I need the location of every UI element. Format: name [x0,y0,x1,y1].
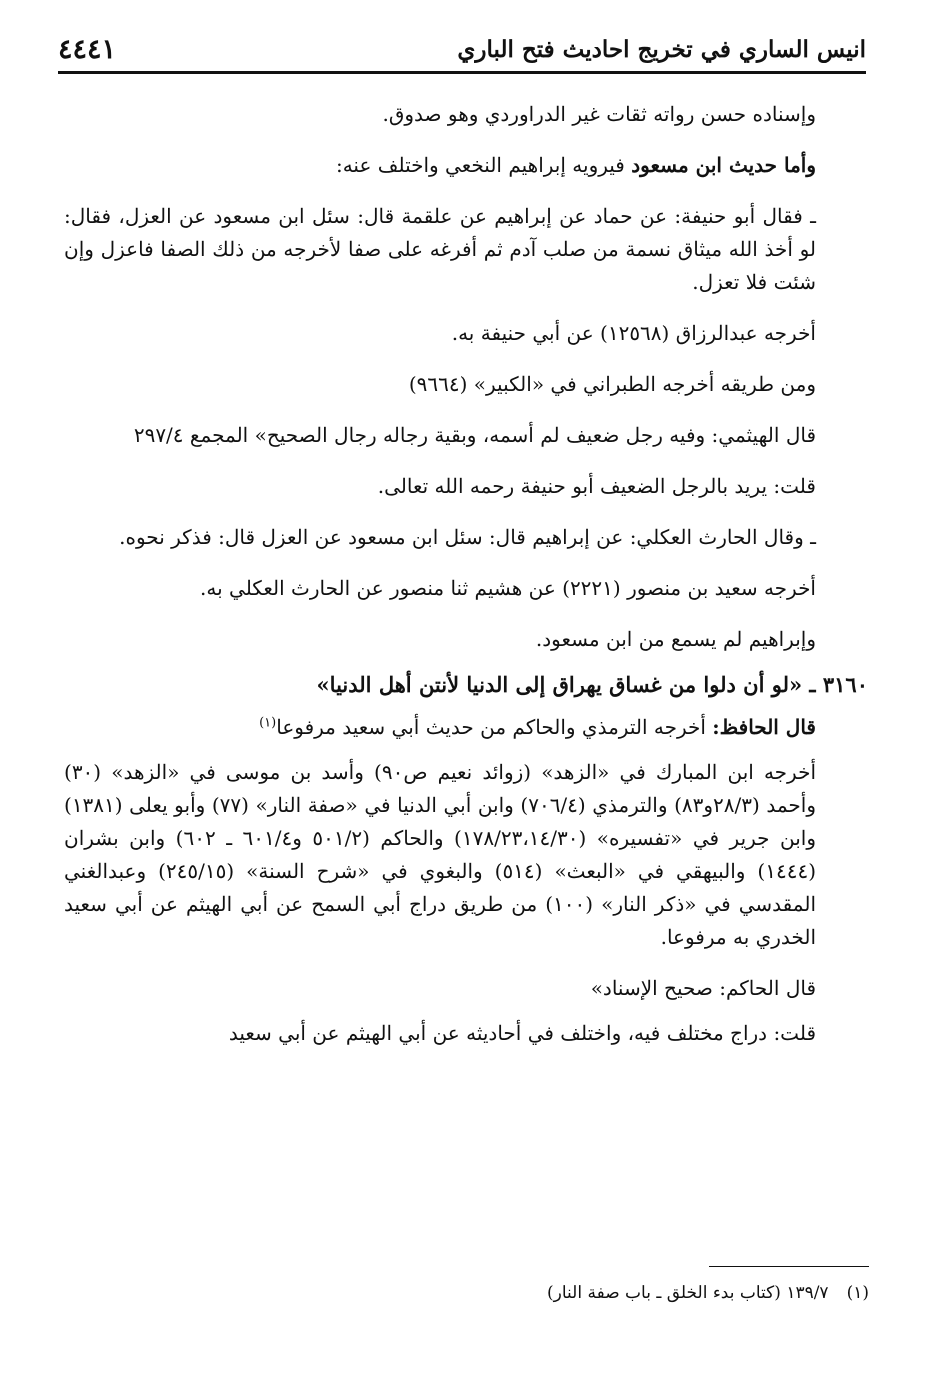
header-rule [58,71,866,74]
footnote [79,1280,869,1306]
paragraph-takhrij: أخرجه ابن المبارك في «الزهد» (زوائد نعيم ص٩٠) وأسد بن موسى في «الزهد» (٣٠) وأحمد (٢٨/٣و٨٣) والترمذي (٧٠٦/٤) وابن أبي الدنيا في «صفة النار» (٧٧) وأبو يعلى (١٣٨١) وابن جرير في «تفسيره» (١٧٨/٢٣،١٤/٣٠) والحاكم (٥٠١/٢ و٦٠١/٤ ـ ٦٠٢) وابن بشران (١٤٤٤) والبيهقي في «البعث» (٥١٤) والبغوي في «شرح السنة» (٢٤٥/١٥) وعبدالغني المقدسي في «ذكر النار» (١٠٠) من طريق دراج أبي السمح عن أبي الهيثم عن أبي سعيد الخدري به مرفوعا. [64,760,817,949]
paragraph-harith: ـ وقال الحارث العكلي: عن إبراهيم قال: سئل ابن مسعود عن العزل قال: فذكر نحوه. [119,525,816,549]
footnote-number: (١) [846,1283,869,1303]
footnote-text: ١٣٩/٧ (كتاب بدء الخلق ـ باب صفة النار) [547,1283,829,1303]
paragraph-said-mansur: أخرجه سعيد بن منصور (٢٢٢١) عن هشيم ثنا منصور عن الحارث العكلي به. [200,576,816,600]
paragraph-qultu-1: قلت: يريد بالرجل الضعيف أبو حنيفة رحمه الله تعالى. [377,474,816,498]
hadith-heading: ٣١٦٠ ـ «لو أن دلوا من غساق يهراق إلى الدنيا لأنتن أهل الدنيا» [316,672,868,697]
bold-lead: وأما حديث ابن مسعود [631,153,816,177]
paragraph-tabarani: ومن طريقه أخرجه الطبراني في «الكبير» (٩٦٦٤) [408,372,816,396]
paragraph-text: فيرويه إبراهيم النخعي واختلف عنه: [335,153,632,177]
paragraph-isnad-note: وإسناده حسن رواته ثقات غير الدراوردي وهو صدوق. [382,102,816,126]
paragraph-hakim: قال الحاكم: صحيح الإسناد» [590,976,816,1000]
paragraph-haythami: قال الهيثمي: وفيه رجل ضعيف لم أسمه، وبقية رجاله رجال الصحيح» المجمع ٢٩٧/٤ [133,423,816,447]
paragraph-ibrahim-note: وإبراهيم لم يسمع من ابن مسعود. [535,627,816,651]
bold-lead: قال الحافظ: [712,715,816,739]
paragraph-abdulrazzaq: أخرجه عبدالرزاق (١٢٥٦٨) عن أبي حنيفة به. [451,321,816,345]
paragraph-abu-hanifa: ـ فقال أبو حنيفة: عن حماد عن إبراهيم عن علقمة قال: سئل ابن مسعود عن العزل، فقال: لو أخذ الله ميثاق نسمة من صلب آدم ثم أفرغه على صفا لأخرجه من ذلك الصفا فاعزل وإن شئت فلا تعزل. [64,204,816,294]
paragraph-text: أخرجه الترمذي والحاكم من حديث أبي سعيد مرفوعا [276,715,713,739]
running-header [58,34,866,74]
paragraph-ibn-masud-intro [64,149,868,182]
paragraph-qultu-2: قلت: دراج مختلف فيه، واختلف في أحاديثه عن أبي الهيثم عن أبي سعيد [228,1021,816,1045]
page-number: ٤٤٤١ [58,34,117,65]
footnote-rule [709,1266,869,1267]
footnote-ref[interactable]: (١) [259,715,277,731]
book-title: انيس الساري في تخريج احاديث فتح الباري [457,36,866,63]
paragraph-hafiz [64,711,868,744]
main-text [64,98,868,1068]
